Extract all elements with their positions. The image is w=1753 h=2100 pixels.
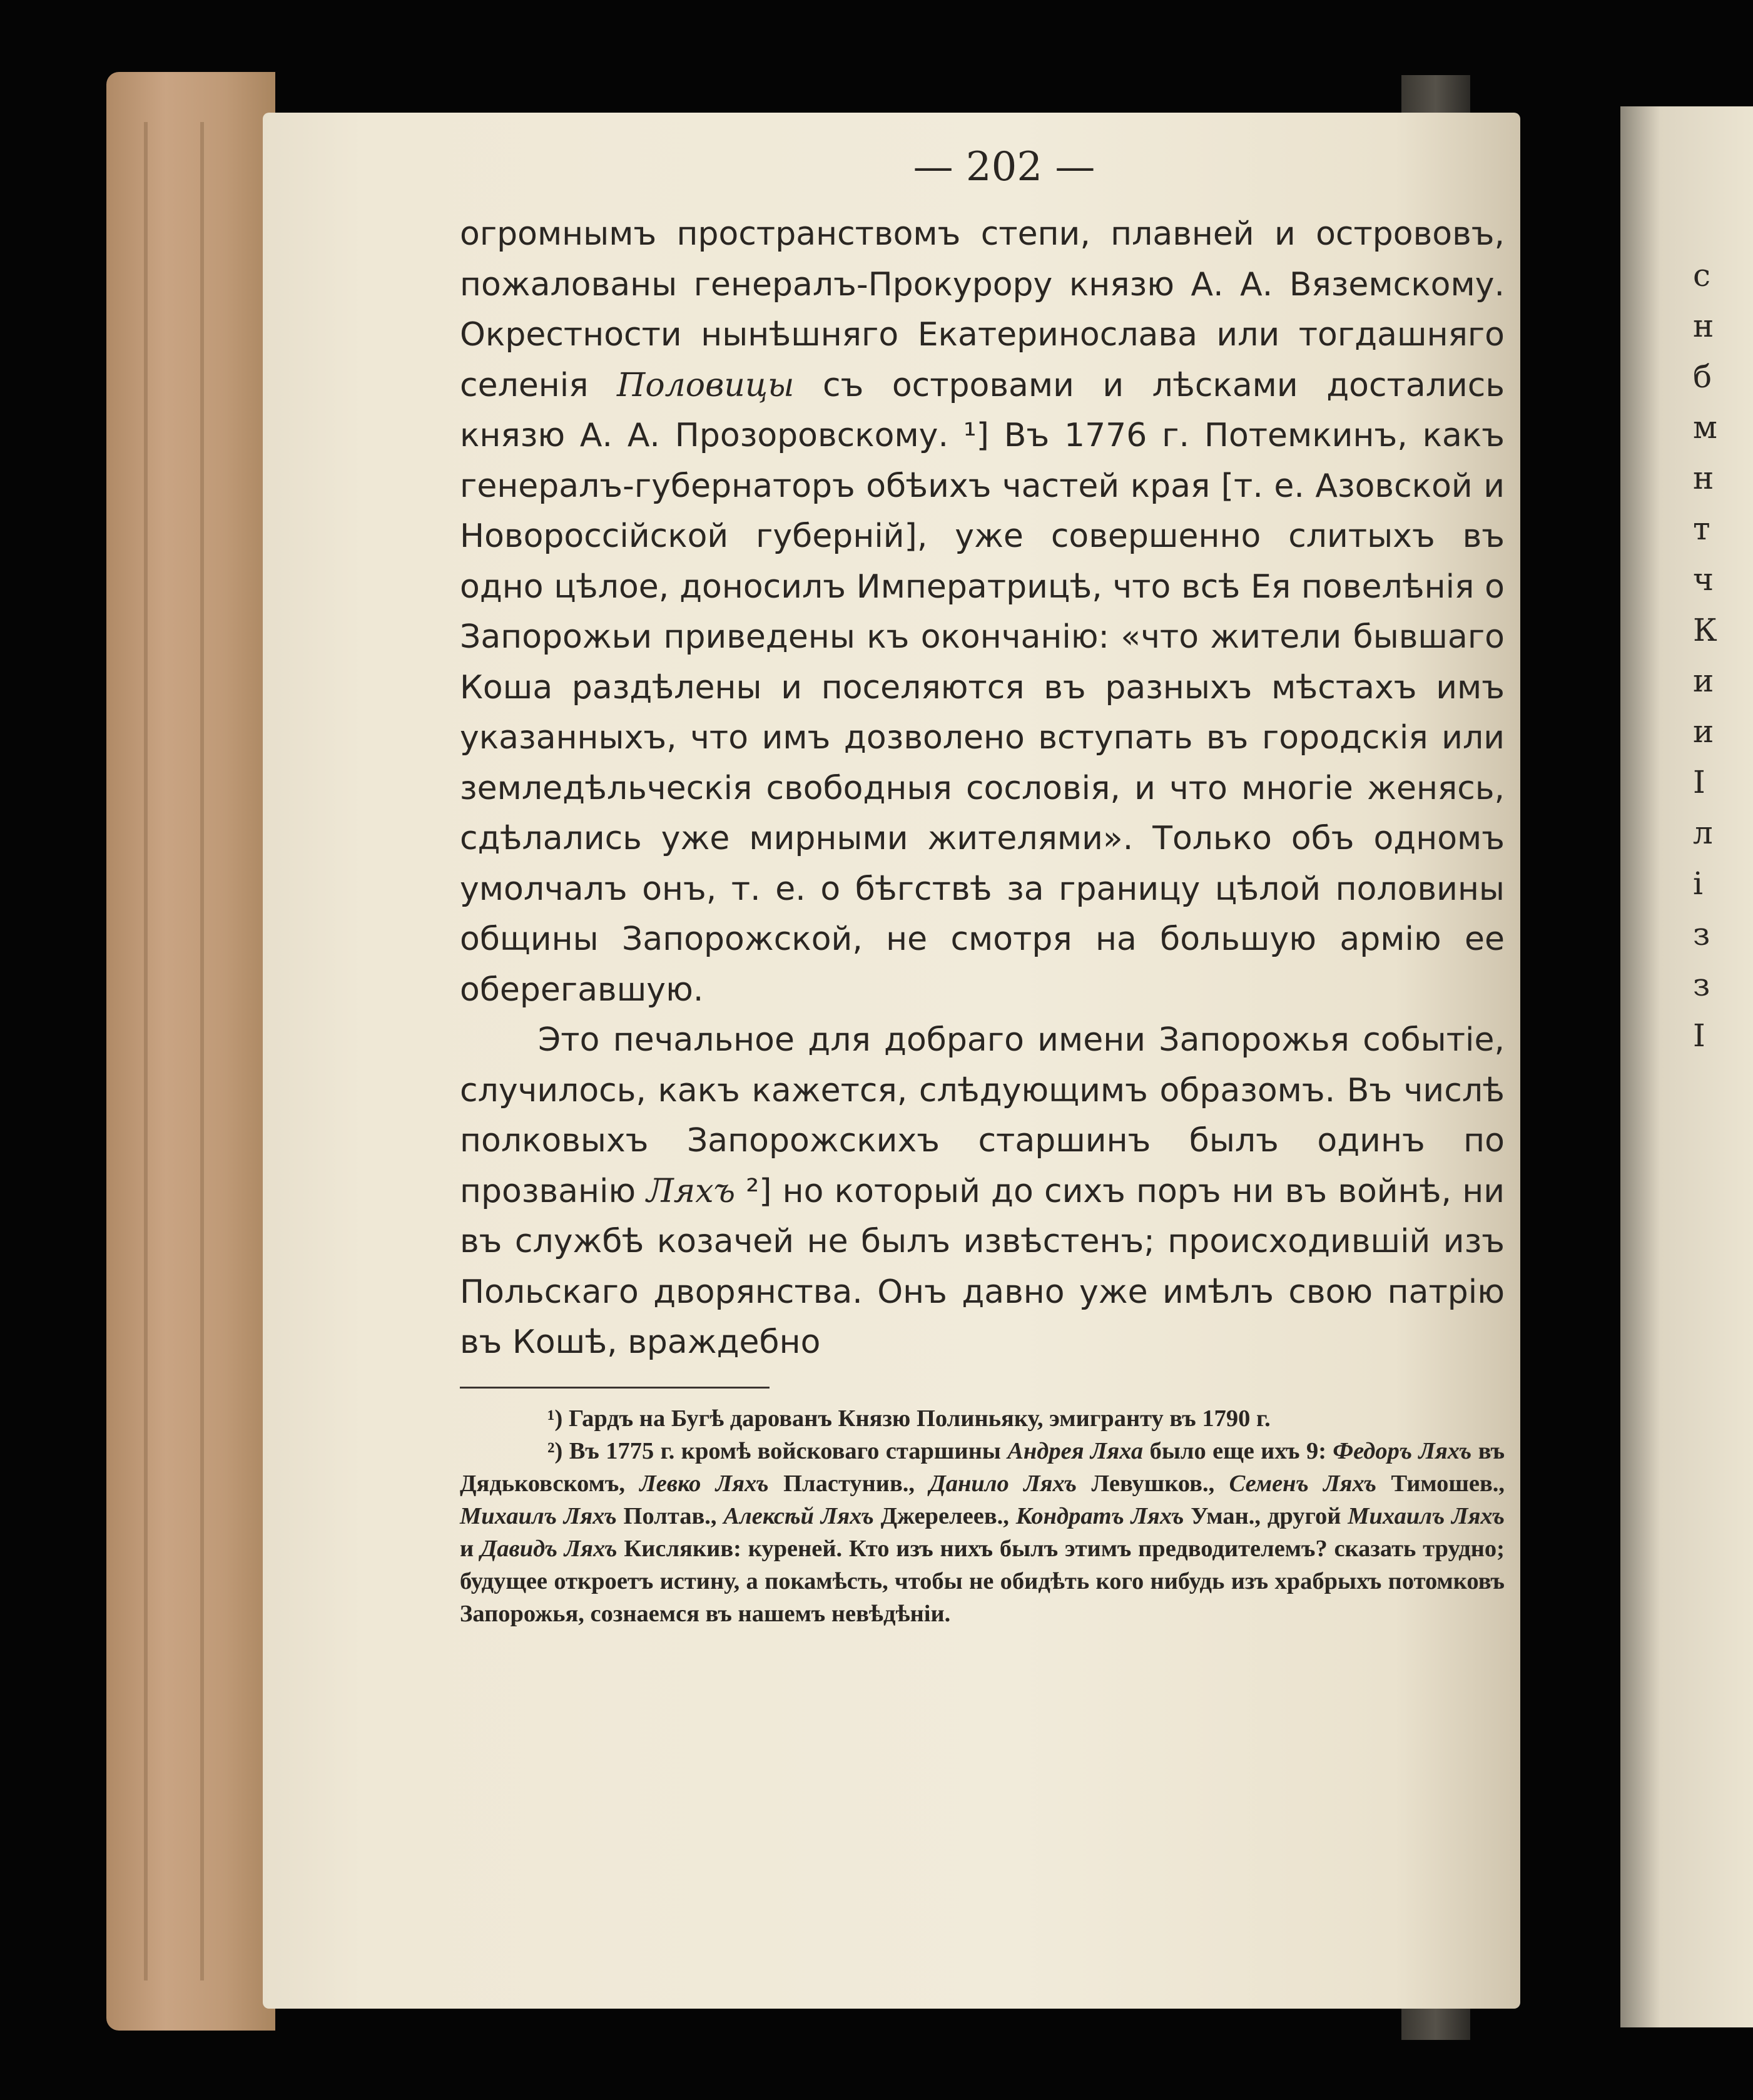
paragraph-1-text: огромнымъ пространствомъ степи, плавней и острововъ, пожалованы генералъ-Прокурору князю А. А. Вяземскому. Окрестности нынѣшняго Екатеринослава или тогдашняго селенія (460, 215, 1505, 404)
fn-text: Левушков., (1077, 1470, 1229, 1497)
fn-text: Полтав., (616, 1502, 724, 1529)
right-letter: н (1693, 308, 1714, 344)
fn-text: въ Дядьковскомъ, (460, 1437, 1505, 1497)
fn-text: Кислякив: куреней. Кто изъ нихъ былъ этимъ предводителемъ? сказать трудно; будущее откроетъ истину, а покамѣсть, чтобы не обидѣть кого нибудь изъ храбрыхъ потомковъ Запорожья, сознаемся въ нашемъ невѣдѣніи. (460, 1535, 1505, 1627)
page-number: — 202 — (913, 144, 1095, 190)
text-column (460, 144, 1505, 1630)
right-letter: I (1693, 764, 1705, 800)
fn-italic: Левко Ляхъ (639, 1470, 769, 1497)
fn-text: ²) Въ 1775 г. кромѣ войсковаго старшины (547, 1437, 1008, 1464)
footnote-1: ¹) Гардъ на Бугѣ дарованъ Князю Полиньяку, эмигранту въ 1790 г. (547, 1405, 1271, 1432)
right-page-letters (1693, 250, 1730, 1061)
fn-text: Тимошев., (1376, 1470, 1505, 1497)
right-letter: і (1693, 865, 1703, 902)
fn-italic: Федоръ Ляхъ (1333, 1437, 1472, 1464)
right-letter: л (1693, 815, 1713, 851)
fn-italic: Кондратъ Ляхъ (1015, 1502, 1184, 1529)
right-letter: и (1693, 663, 1714, 699)
right-letter: ч (1693, 561, 1714, 598)
paragraph-2-text-2: ²] но который до сихъ поръ ни въ войнѣ, ни въ службѣ козачей не былъ извѣстенъ; происходившій изъ Польскаго дворянства. Онъ давно уже имѣлъ свою патрію въ Кошѣ, враждебно (460, 1172, 1505, 1361)
paragraph-2 (460, 1015, 1505, 1368)
right-letter: м (1693, 409, 1717, 446)
fn-text: Джерелеев., (873, 1502, 1016, 1529)
fn-italic: Данило Ляхъ (929, 1470, 1077, 1497)
right-page (1620, 106, 1753, 2027)
footnote-2 (460, 1435, 1505, 1630)
right-letter: б (1693, 359, 1712, 395)
paragraph-2-text: Это печальное для добраго имени Запорожья событіе, случилось, какъ кажется, слѣдующимъ образомъ. Въ числѣ полковыхъ Запорожскихъ старшинъ былъ одинъ по прозванію (460, 1021, 1505, 1210)
edge-strip (144, 122, 148, 1980)
edge-strip (200, 122, 204, 1980)
right-letter: т (1693, 511, 1710, 547)
right-letter: и (1693, 713, 1714, 750)
right-letter: с (1693, 257, 1711, 293)
right-letter: з (1693, 967, 1710, 1003)
fn-italic: Михаилъ Ляхъ (1348, 1502, 1505, 1529)
footnote-divider (460, 1387, 770, 1389)
paragraph-1-text-2: съ островами и лѣсками достались князю А. А. Прозоровскому. ¹] Въ 1776 г. Потемкинъ, какъ генералъ-губернаторъ обѣихъ частей края [т. е. Азовской и Новороссійской губерній], уже совершенно слитыхъ въ одно цѣлое, доносилъ Императрицѣ, что всѣ Ея повелѣнія о Запорожьи приведены къ окончанію: «что жители бывшаго Коша раздѣлены и поселяются въ разныхъ мѣстахъ имъ указанныхъ, что имъ дозволено вступать въ городскія или земледѣльческія свободныя сословія, и что многіе женясь, сдѣлались уже мирными жителями». Только объ одномъ умолчалъ онъ, т. е. о бѣгствѣ за границу цѣлой половины общины Запорожской, не смотря на большую армію ее оберегавшую. (460, 366, 1505, 1009)
fn-text: было еще ихъ 9: (1143, 1437, 1333, 1464)
fn-italic: Семенъ Ляхъ (1229, 1470, 1377, 1497)
right-letter: н (1693, 460, 1714, 496)
fn-italic: Михаилъ Ляхъ (460, 1502, 617, 1529)
fn-italic: Андрея Ляха (1007, 1437, 1144, 1464)
fn-italic: Давидъ Ляхъ (480, 1535, 617, 1562)
fn-text: Пластунив., (768, 1470, 930, 1497)
paragraph-2-italic: Ляхъ (646, 1172, 736, 1210)
right-letter: К (1693, 612, 1717, 648)
right-letter: I (1693, 1017, 1705, 1054)
fn-text: и (460, 1535, 480, 1562)
fn-italic: Алексѣй Ляхъ (723, 1502, 874, 1529)
paragraph-1-italic: Половицы (617, 366, 795, 404)
fn-text: Уман., другой (1184, 1502, 1348, 1529)
paragraph-1 (460, 209, 1505, 1015)
book-edge (106, 72, 275, 2031)
right-letter: з (1693, 916, 1710, 952)
